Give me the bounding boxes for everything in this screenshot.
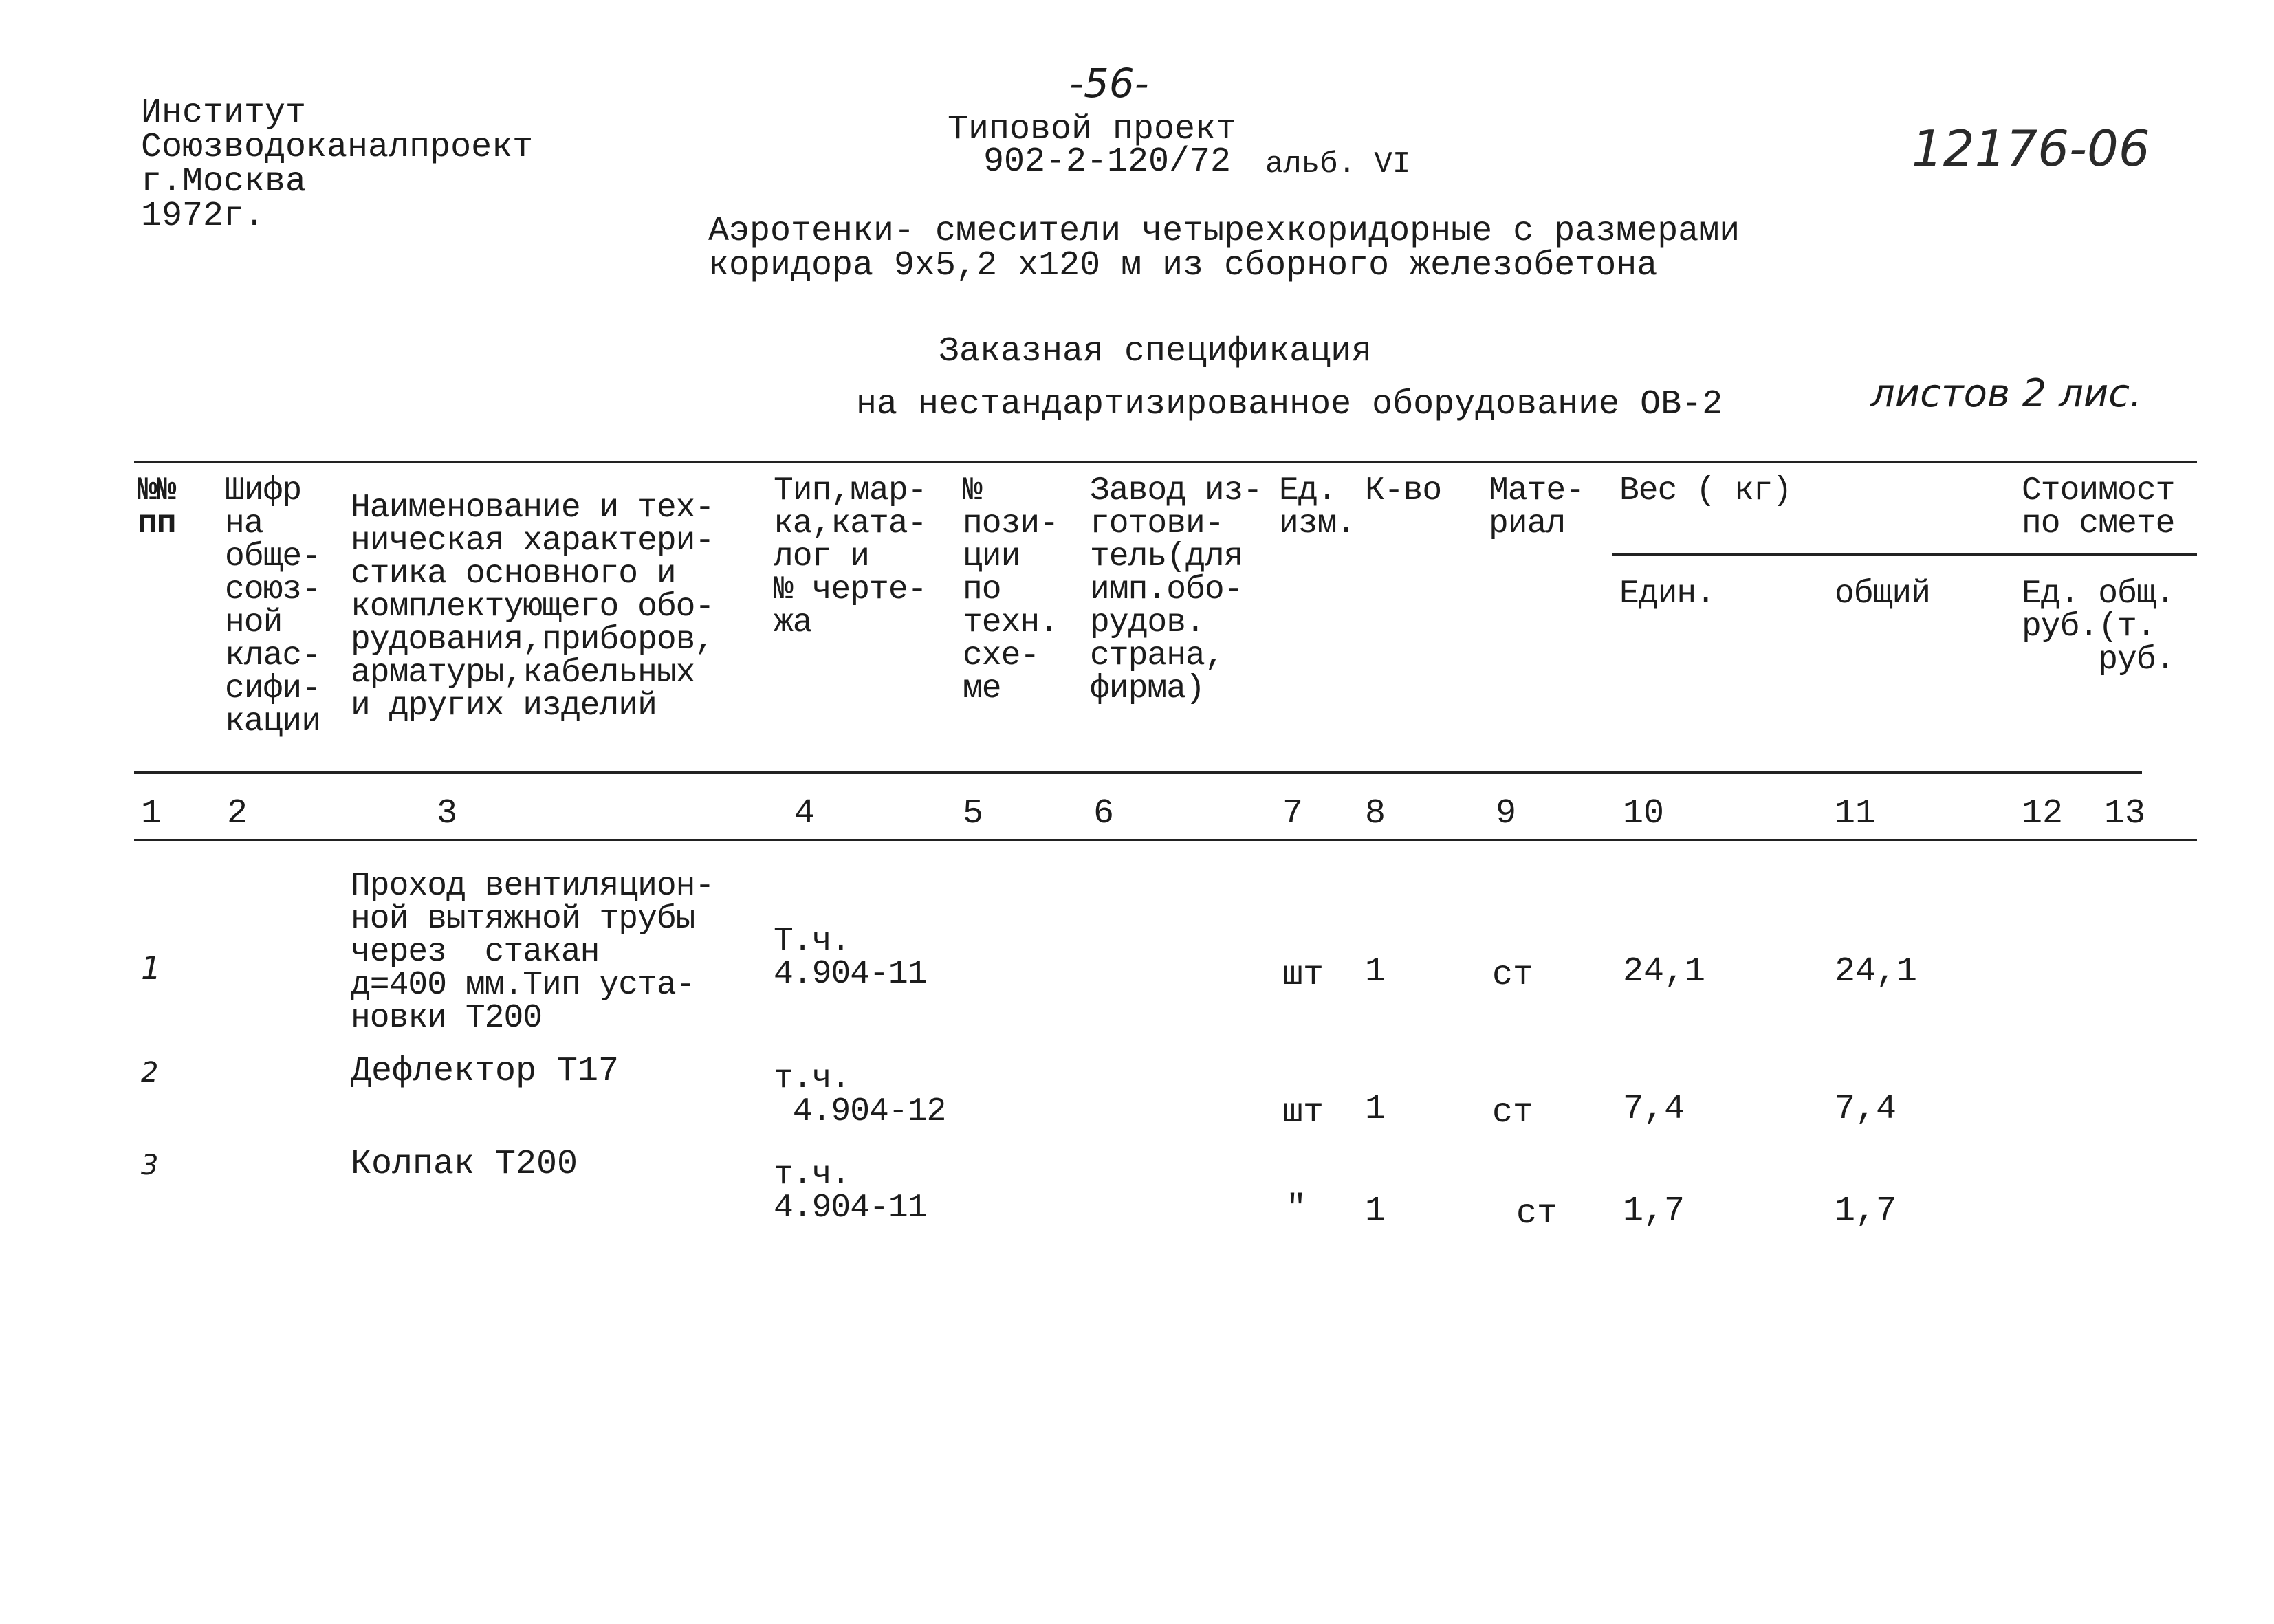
column-number-rule bbox=[134, 839, 2197, 841]
row-item-weight-unit: 24,1 bbox=[1623, 952, 1706, 991]
column-number: 1 bbox=[141, 794, 162, 833]
column-number: 3 bbox=[437, 794, 458, 833]
spec-title: Заказная спецификация bbox=[939, 332, 1373, 371]
header-manufacturer: Завод из- готови- тель(для имп.обо- рудов. страна, фирма) bbox=[1090, 472, 1262, 707]
project-label: Типовой проект bbox=[948, 110, 1237, 149]
row-item-quantity: 1 bbox=[1365, 952, 1386, 991]
header-cost: Стоимост по смете bbox=[2022, 472, 2175, 542]
column-number: 11 bbox=[1835, 794, 1877, 833]
column-number: 9 bbox=[1496, 794, 1517, 833]
row-item-weight-unit: 1,7 bbox=[1623, 1192, 1685, 1231]
row-item-name: Проход вентиляцион- ной вытяжной трубы через стакан д=400 мм.Тип уста- новки Т200 bbox=[351, 868, 714, 1037]
row-item-material: ст bbox=[1492, 956, 1534, 995]
page-number: -56- bbox=[1069, 60, 1149, 107]
header-weight-total: общий bbox=[1835, 575, 1931, 613]
row-number: 3 bbox=[141, 1150, 159, 1181]
row-item-weight-total: 7,4 bbox=[1835, 1090, 1897, 1129]
header-bottom-rule bbox=[134, 771, 2142, 774]
document-title: Аэротенки- смесители четырехкоридорные с размерами коридора 9х5,2 х120 м из сборного железобетона bbox=[708, 212, 1740, 285]
row-number: 1 bbox=[141, 950, 162, 987]
row-item-material: ст bbox=[1492, 1093, 1534, 1132]
column-number: 8 bbox=[1365, 794, 1386, 833]
column-number: 5 bbox=[963, 794, 984, 833]
row-item-unit: шт bbox=[1282, 1093, 1324, 1132]
sheets-note: листов 2 лис. bbox=[1870, 371, 2142, 416]
album-label: альб. VI bbox=[1265, 147, 1411, 182]
column-number: 6 bbox=[1093, 794, 1115, 833]
row-item-weight-unit: 7,4 bbox=[1623, 1090, 1685, 1129]
header-material: Мате- риал bbox=[1489, 472, 1585, 542]
row-number: 2 bbox=[141, 1057, 159, 1088]
header-row-number: №№ пп bbox=[138, 472, 176, 542]
header-cost-sub: Ед. общ. руб.(т. руб. bbox=[2022, 575, 2175, 679]
row-item-unit: шт bbox=[1282, 956, 1324, 995]
column-number: 10 bbox=[1623, 794, 1665, 833]
row-item-type: Т.ч. 4.904-11 bbox=[774, 923, 927, 993]
column-number: 4 bbox=[794, 794, 816, 833]
header-unit: Ед. изм. bbox=[1279, 472, 1356, 542]
row-item-unit: " bbox=[1286, 1189, 1307, 1229]
row-item-weight-total: 1,7 bbox=[1835, 1192, 1897, 1231]
project-code: 902-2-120/72 bbox=[983, 142, 1232, 182]
row-item-weight-total: 24,1 bbox=[1835, 952, 1918, 991]
header-name: Наименование и тех- ническая характери- стика основного и комплектующего обо- рудования,приборов, арматуры,кабельных и других изделий bbox=[351, 490, 714, 725]
row-item-type: т.ч. 4.904-12 bbox=[774, 1060, 946, 1130]
row-item-material: ст bbox=[1516, 1194, 1558, 1233]
column-number: 12 bbox=[2022, 794, 2064, 833]
row-item-type: т.ч. 4.904-11 bbox=[774, 1156, 927, 1227]
header-weight-unit: Един. bbox=[1619, 575, 1716, 613]
row-item-name: Дефлектор Т17 bbox=[351, 1052, 620, 1091]
column-number: 13 bbox=[2104, 794, 2146, 833]
spec-subtitle: на нестандартизированное оборудование ОВ-2 bbox=[856, 385, 1723, 424]
row-item-quantity: 1 bbox=[1365, 1192, 1386, 1231]
row-item-quantity: 1 bbox=[1365, 1090, 1386, 1129]
header-type: Тип,мар- ка,ката- лог и № черте- жа bbox=[774, 472, 927, 641]
row-item-name: Колпак Т200 bbox=[351, 1145, 578, 1184]
column-number: 7 bbox=[1282, 794, 1304, 833]
header-weight: Вес ( кг) bbox=[1619, 472, 1792, 509]
column-number: 2 bbox=[227, 794, 248, 833]
document-number: 12176-06 bbox=[1912, 120, 2150, 177]
institute-block: Институт Союзводоканалпроект г.Москва 1972г. bbox=[141, 94, 534, 236]
header-quantity: К-во bbox=[1365, 472, 1442, 509]
header-position: № пози- ции по техн. схе- ме bbox=[963, 472, 1059, 707]
weight-sub-rule bbox=[1612, 553, 2197, 556]
header-classification-code: Шифр на обще- союз- ной клас- сифи- кации bbox=[225, 472, 321, 740]
table-top-rule bbox=[134, 461, 2197, 463]
